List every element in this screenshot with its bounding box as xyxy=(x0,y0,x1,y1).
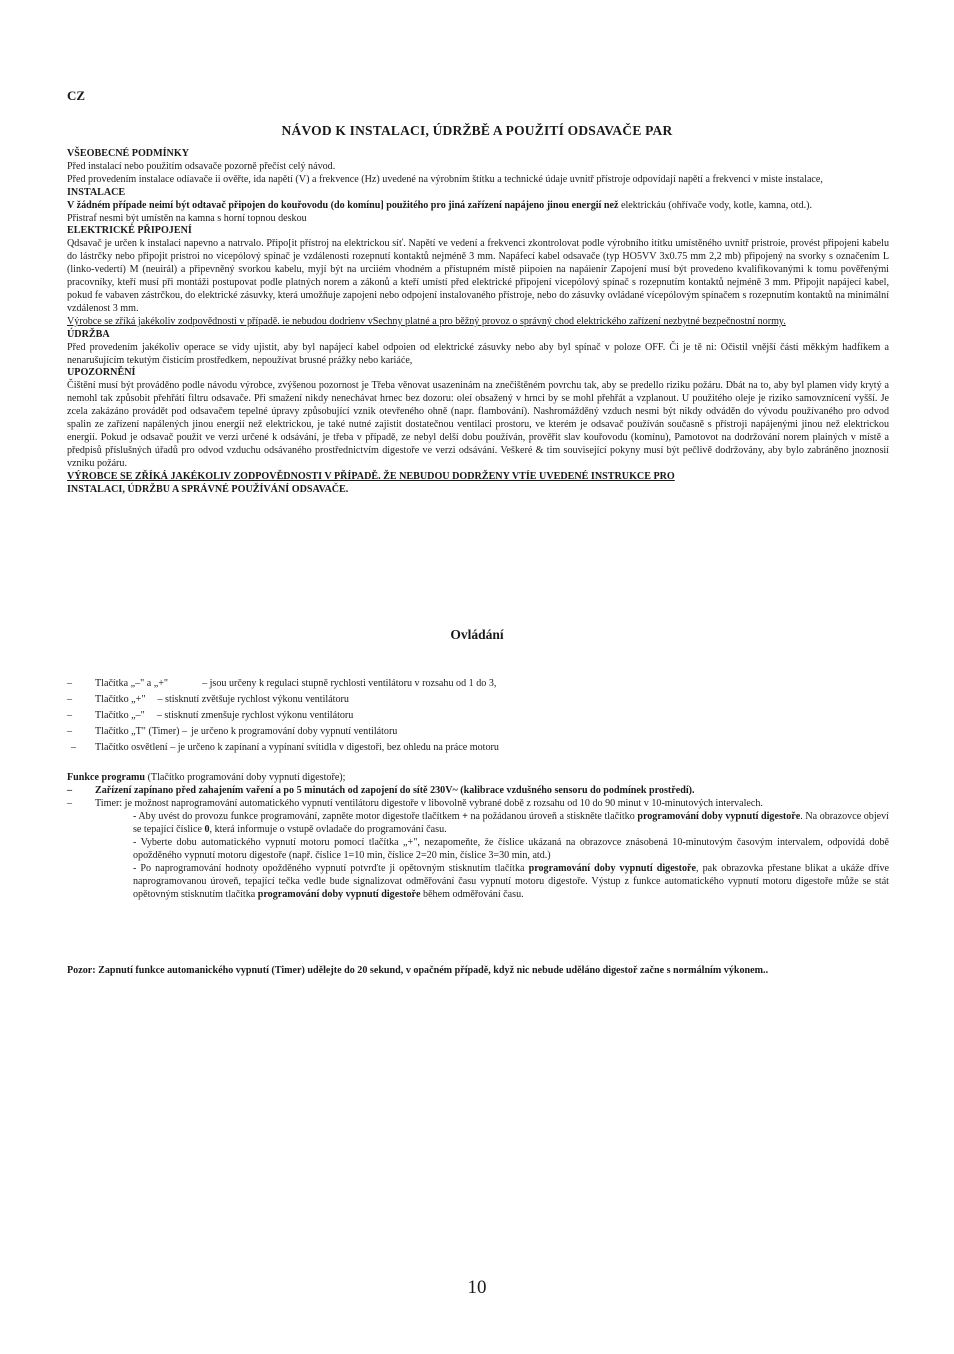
list-item xyxy=(67,692,889,708)
program-step-3: - Po naprogramování hodnoty opožděného vypnutí potvrďte ji opětovným stisknutím tlačítka programování doby vypnutí digestoře, pak obrazovka přestane blikat a ukáže dříve naprogramovanou úroveň, tepající tečka vedle bude signalizovat odměřování času vypnutí motoru digestoře. Výstup z funkce automatického vypnutí motoru digestoře může se stát opětovným stisknutím tlačítka programování doby vypnutí digestoře během odměřování času. xyxy=(133,863,889,900)
control-description: je určeno k programování doby vypnutí ventilátoru xyxy=(191,726,398,737)
list-dash: – xyxy=(71,742,77,753)
general-paragraph-2: Před provedením instalace odíavače ii ověřte, ida napětí (V) a frekvence (Hz) uvedené na výrobním štítku a technické údaje uvnitř přístroje odpovídají napětí a frekvenci v miste instalace, xyxy=(67,173,823,185)
program-line-2: – Timer: je možnost naprogramování automatického vypnutí ventilátoru digestoře v libovolně vybrané době z rozsahu od 10 do 90 minut v 10-minutových intervalech. xyxy=(67,798,763,809)
maintenance-heading: ÚDRŽBA xyxy=(67,328,110,340)
electric-paragraph-1: Qdsavač je určen k instalaci napevno a natrvalo. Připo[it přístroj na elektrickou síť. Napětí ve vedení a frekvenci zkontrolovat podle výrobního itítku umístěného uvnitř pristroie, provést připojeni kabelu do lástrčky nebo připojit pristroi no vicepólový spínač je vzdálenosti rozepnutí kontaktů nejméně 3 mm. Napáfecí kabel odsavače (typ HO5VV 3x0.75 mm 2,2 mb) připojený na svorky s označením L (linko-vedertí) M (neuirál) a připevněný svorkou kabelu, myjí být na urciiém vhodném a přístupném místě piipoien na napáienír Zapojení musí být provedeno kvalifikovanými k tomu pověřenými pracovníky, kteří musí při montáži postupovat podle platných norem a zákonů a kteří umístí před elektrické připojení vicepólový spínač s rozepnutím kontaktů nejméně 3 mm. Připojit napájecí kabel, pokud fe vabaven zástrčkou, do elektrické zásuvky, která umožňuje zapojeni nebo odpojení instalovaného přístroje, nebo do zásuvky ovládané vícepólovým spínačem s rozepnutím kontaktů na minimální vzdálenost 3 mm. xyxy=(67,238,889,314)
timer-note: Pozor: Zapnutí funkce automanického vypnutí (Timer) udělejte do 20 sekund, v opačném případě, když nic nebude uděláno digestoř začne s normálním výkonem.. xyxy=(67,965,769,976)
program-step-2: - Vyberte dobu automatického vypnutí motoru pomocí tlačítka „+", nezapomeňte, že číslice ukázaná na obrazovce znásobená 10-minutovým časovým intervalem, odpovídá době opožděného vypnutí motoru digestoře (např. číslice 1=10 min, číslice 2=20 min, číslice 3=30 min, atd.) xyxy=(133,837,889,861)
page-title: NÁVOD K INSTALACI, ÚDRŽBĚ A POUŽITÍ ODSAVAČE PAR xyxy=(281,123,673,138)
control-label: Tlačítko „–" xyxy=(95,710,145,721)
control-label: Tlačítko osvětlení xyxy=(95,742,168,753)
install-paragraph-2: Přistraf nesmi být umístěn na kamna s horní topnou deskou xyxy=(67,212,307,224)
install-paragraph-1 xyxy=(67,200,889,213)
controls-list xyxy=(67,676,889,756)
program-heading-bold: Funkce programu xyxy=(67,772,146,783)
control-label: Tlačítka „–" a „+" xyxy=(95,678,169,689)
program-function-section xyxy=(67,771,889,901)
control-description: – stisknutí zvětšuje rychlost výkonu ventilátoru xyxy=(157,694,349,705)
electric-liability-note: Výrobce se zříká jakékoliv zodpovědnosti v případě. ie nebudou dodrienv vSechny platné a pro běžný provoz o správný chod elektrického zařízení nezbytné bezpečnostní normy. xyxy=(67,315,786,327)
control-label: Tlačítko „T" (Timer) – xyxy=(95,726,188,737)
list-item xyxy=(67,724,889,740)
install-paragraph-1-rest: elektrickáu (ohřívače vody, kotle, kamna, otd.). xyxy=(618,199,813,211)
electric-heading: ELEKTRICKÉ PŘIPOJENÍ xyxy=(67,225,192,237)
control-label: Tlačítko „+" xyxy=(95,694,146,705)
control-description: – stisknutí zmenšuje rychlost výkonu ventilátoru xyxy=(156,710,354,721)
list-item xyxy=(67,708,889,724)
list-dash: – xyxy=(67,710,73,721)
list-dash: – xyxy=(67,726,73,737)
language-code: CZ xyxy=(67,88,86,103)
list-item xyxy=(67,740,889,756)
general-heading: VŠEOBECNÉ PODMÍNKY xyxy=(67,148,189,159)
warning-liability-line-2: INSTALACI, ÚDRŽBU A SPRÁVNÉ POUŽÍVÁNÍ ODSAVAČE. xyxy=(67,483,349,495)
program-heading xyxy=(67,771,889,784)
install-heading: INSTALACE xyxy=(67,186,126,198)
control-description: – jsou určeny k regulaci stupně rychlosti ventilátoru v rozsahu od 1 do 3, xyxy=(202,678,497,689)
list-dash: – xyxy=(67,785,73,796)
program-heading-rest: (Tlačítko programování doby vypnutí digestoře); xyxy=(145,772,346,783)
control-description: – je určeno k zapínaní a vypínaní svítidla v digestoři, bez ohledu na práce motoru xyxy=(170,742,499,753)
list-dash: – xyxy=(67,798,73,809)
controls-heading: Ovládání xyxy=(450,627,504,642)
list-dash: – xyxy=(67,694,73,705)
warning-liability-line-1: VÝROBCE SE ZŘÍKÁ JAKÉKOLIV ZODPOVĚDNOSTI V PŘÍPADĚ. ŽE NEBUDOU DODRŽENY VTÍE UVEDENÉ INSTRUKCE PRO xyxy=(67,470,675,482)
general-paragraph-1: Před instalací nebo použitím odsavače pozorně přečíst celý návod. xyxy=(67,160,336,172)
warning-paragraph: Čištění musí být prováděno podle návodu výrobce, zvýšenou pozornost je Třeba věnovat usazeninám na znečištěném povrchu tak, aby se predello riziku požáru. Dbát na to, aby byl plamen vidy krytý a nemohl tak způsobit přehřátí filtru odsavače. Při smažení nikdy nenechávat hrnec bez dozoru: oleí obsažený v hrnci by se mohl přehřát a vzplanout. U použitého oleje je riziko samovznícení vyšší. Je zcela zakázáno provádět pod odsavačem tepelné úpravy způsobující vznik otevřeného ohně (napr. flambování). Nashromážděný vzduch nesmi být nikdy odváděn do vývodu používaného pro odvod spalin ze zařízení napálených jinou energií než elektrickou, je také nutné zajistit dostatečnou ventilaci prostoru, ve kterém je odsavač používán současně s přístroji napájenými jinou než elektrickou energií. Pokud je odsavač použit ve verzi určené k odsávání, je třeba v případě, ze nebyl delší dobu používán, prověřit slav kouřovodu (komínu), Pamotovot na dodržování norem plainých v místě a předpisů příslušných úřadů pro odvod vzduchu odsávaného prostřednictvím digestoře ve verzi odsávání. Veškeré & tim související pokyny musí být pečlivě dodržovány, aby bylo zabráněno jnoznosií vzniku požáru. xyxy=(67,380,889,469)
maintenance-paragraph: Před provedením jakékoliv operace se vidy ujistit, aby byl napájecí kabel odpoien od elektrické zásuvky nebo aby byl spínač v poloze OFF. Či je tě ni: Očistil vnější části měkkým hadfíkem a nenarušujícím tekutým čisticím prostředkem, nepoužívat brusné prážky nebo kariáće, xyxy=(67,341,889,366)
program-step-1: - Aby uvést do provozu funkce programování, zapněte motor digestoře tlačítkem + na požádanou úroveň a stiskněte tlačítko programování doby vypnutí digestoře. Na obrazovce objeví se tepající číslice 0, která informuje o vstupě ovladače do programování času. xyxy=(133,811,889,835)
list-item xyxy=(67,676,889,692)
instructions-body xyxy=(67,148,889,496)
list-dash: – xyxy=(67,678,73,689)
install-paragraph-1-bold: V žádném případe neimí být odtavač připojen do kouřovodu (do komínu] použitého pro jiná zařízení napájeno jinou energií než xyxy=(67,199,619,211)
warning-heading: UPOZORNĚNÍ xyxy=(67,367,136,379)
page-number: 10 xyxy=(467,1277,487,1298)
program-line-1: – Zařízení zapínano před zahajením vaření a po 5 minutách od zapojení do sítě 230V~ (kalibrace vzdušného sensoru do podmínek prostředí). xyxy=(67,785,695,796)
